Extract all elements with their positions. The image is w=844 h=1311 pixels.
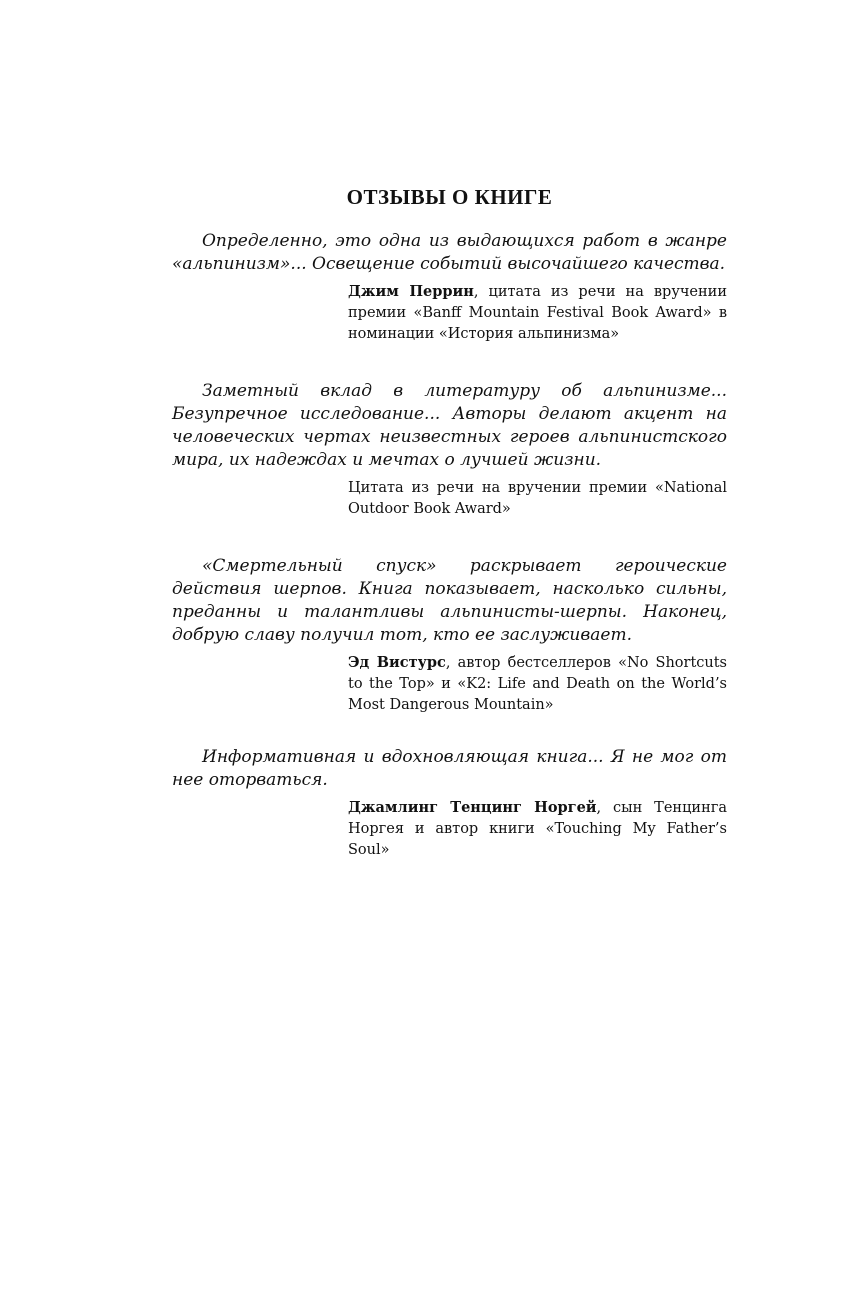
review-1 bbox=[172, 230, 727, 345]
review-4 bbox=[172, 746, 727, 861]
review-author: Эд Вистурс bbox=[348, 654, 446, 671]
review-attribution bbox=[348, 652, 727, 716]
review-quote: Определенно, это одна из выдающихся работ в жанре «альпинизм»... Освещение событий высочайшего качества. bbox=[172, 231, 727, 274]
review-attribution bbox=[348, 797, 727, 861]
review-3 bbox=[172, 555, 727, 716]
review-source: , сын Тенцинга Норгея и автор книги «Touching My Father’s Soul» bbox=[348, 800, 727, 858]
review-author: Джим Перрин bbox=[348, 283, 474, 300]
review-attribution bbox=[348, 477, 727, 520]
page-title: ОТЗЫВЫ О КНИГЕ bbox=[346, 185, 553, 209]
review-quote: Заметный вклад в литературу об альпинизме... Безупречное исследование... Авторы делают акцент на человеческих чертах неизвестных героев альпинистского мира, их надеждах и мечтах о лучшей жизни. bbox=[172, 381, 727, 470]
review-source: , цитата из речи на вручении премии «Banff Mountain Festival Book Award» в номинации «История альпинизма» bbox=[348, 284, 728, 342]
page-content bbox=[172, 182, 727, 861]
review-author: Джамлинг Тенцинг Норгей bbox=[348, 799, 597, 816]
review-quote: Информативная и вдохновляющая книга... Я не мог от нее оторваться. bbox=[172, 747, 727, 790]
review-2 bbox=[172, 380, 727, 520]
review-source: , автор бестселлеров «No Shortcuts to the Top» и «K2: Life and Death on the World’s Most Dangerous Mountain» bbox=[348, 655, 727, 713]
review-source: Цитата из речи на вручении премии «National Outdoor Book Award» bbox=[348, 480, 727, 517]
review-quote: «Смертельный спуск» раскрывает героические действия шерпов. Книга показывает, насколько сильны, преданны и талантливы альпинисты-шерпы. Наконец, добрую славу получил тот, кто ее заслуживает. bbox=[172, 556, 727, 645]
review-attribution bbox=[348, 281, 727, 345]
